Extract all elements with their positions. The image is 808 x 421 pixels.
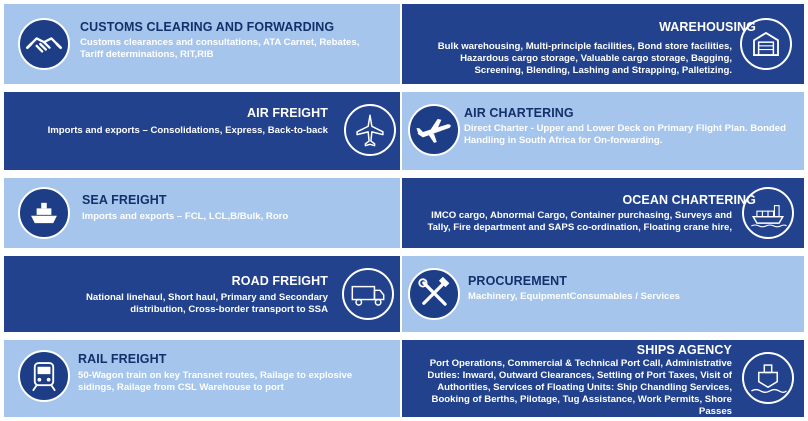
tile-customs [4, 4, 400, 84]
tile-title: RAIL FREIGHT [78, 352, 167, 366]
tile-title: AIR FREIGHT [247, 106, 328, 120]
handshake-icon [18, 18, 70, 70]
tile-ships-agency [402, 340, 804, 417]
tile-title: ROAD FREIGHT [231, 274, 328, 288]
train-icon [18, 350, 70, 402]
tile-title: PROCUREMENT [468, 274, 568, 288]
tile-sea-freight [4, 178, 400, 248]
tile-description: Machinery, EquipmentConsumables / Services [468, 291, 681, 302]
tile-road-freight [4, 256, 400, 332]
cargo-ship-icon [742, 187, 794, 239]
truck-icon [342, 268, 394, 320]
tile-description: Direct Charter - Upper and Lower Deck on Primary Flight Plan. Bonded Handling in South Africa for On-forwarding. [464, 123, 786, 146]
airplane-takeoff-icon [408, 104, 460, 156]
tile-title: WAREHOUSING [659, 20, 756, 34]
ship-icon [18, 187, 70, 239]
warehouse-icon [740, 18, 792, 70]
tile-rail-freight [4, 340, 400, 417]
airplane-icon [344, 104, 396, 156]
tools-icon [408, 268, 460, 320]
tile-warehousing [402, 4, 804, 84]
tile-description: National linehaul, Short haul, Primary and Secondary distribution, Cross-border transport to SSA [85, 292, 328, 315]
tile-title: AIR CHARTERING [464, 106, 574, 120]
tile-procurement [402, 256, 804, 332]
tile-title: SEA FREIGHT [82, 193, 167, 207]
tile-description: 50-Wagon train on key Transnet routes, Railage to explosive sidings, Railage from CSL Warehouse to port [78, 370, 353, 393]
tile-description: Imports and exports – FCL, LCL,B/Bulk, Roro [82, 211, 289, 222]
ship-front-icon [742, 352, 794, 404]
tile-ocean-chartering [402, 178, 804, 248]
tile-title: CUSTOMS CLEARING AND FORWARDING [80, 20, 335, 34]
tile-description: IMCO cargo, Abnormal Cargo, Container purchasing, Surveys and Tally, Fire department and SAPS co-ordination, Floating crane hire, [427, 210, 732, 233]
tile-title: OCEAN CHARTERING [622, 193, 756, 207]
tile-description: Port Operations, Commercial & Technical Port Call, Administrative Duties: Inward, Outward Clearances, Settling of Port Taxes, Visit of Authorities, Services of Floating Units: Ship Chandling Services, Booking of Berths, Pilotage, Tug Assistance, Work Permits, Shore Passes [427, 358, 732, 417]
tile-title: SHIPS AGENCY [636, 343, 732, 357]
tile-description: Customs clearances and consultations, ATA Carnet, Rebates, Tariff determinations, RIT,RIB [80, 37, 360, 60]
tile-description: Imports and exports – Consolidations, Express, Back-to-back [47, 125, 328, 136]
tile-air-chartering [402, 92, 804, 170]
tile-air-freight [4, 92, 400, 170]
tile-description: Bulk warehousing, Multi-principle facilities, Bond store facilities, Hazardous cargo storage, Valuable cargo storage, Bagging, Screening, Blending, Lashing and Strapping, Palletizing. [437, 41, 732, 76]
